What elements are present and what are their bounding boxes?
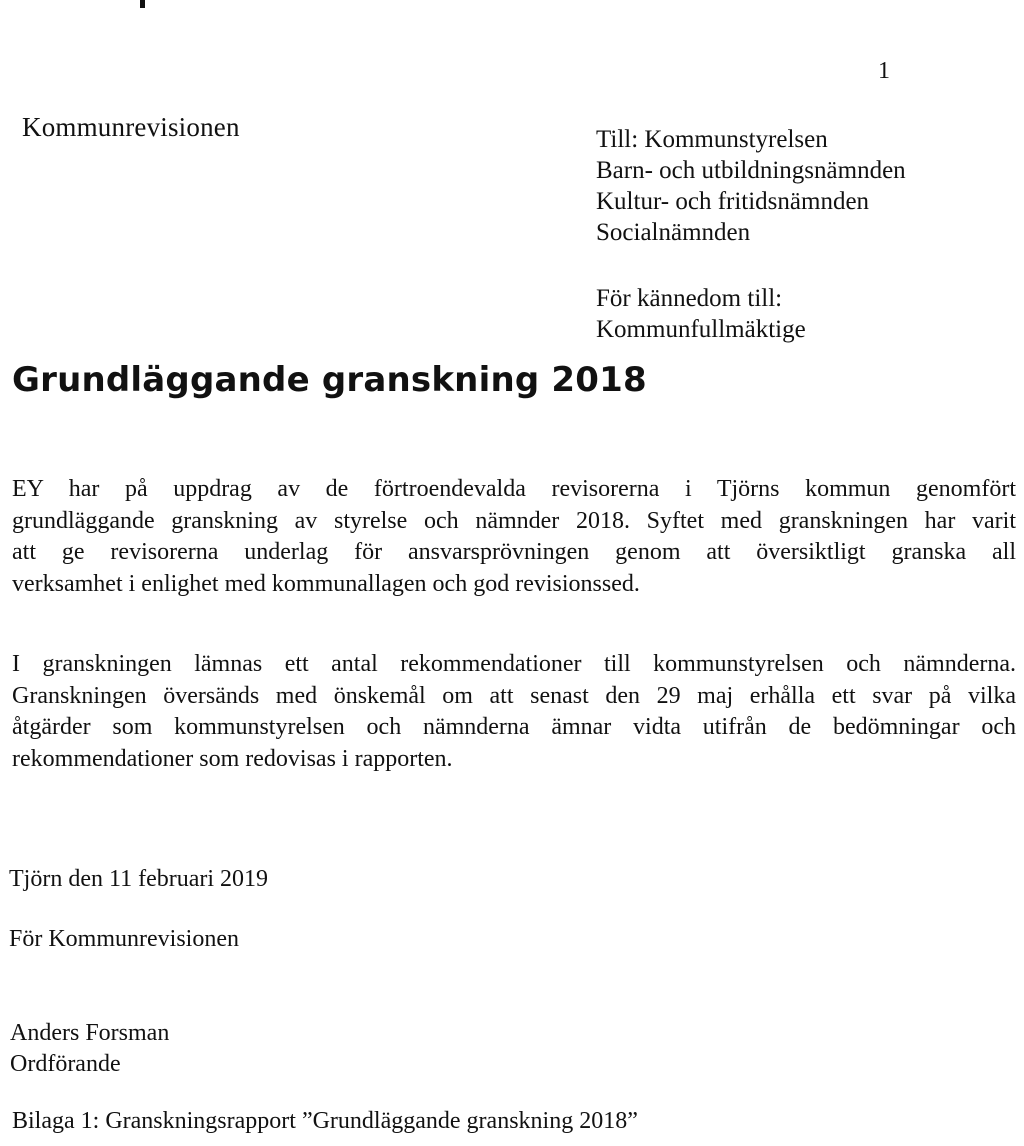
- recipient-list: [596, 124, 906, 248]
- paragraph-line: EY har på uppdrag av de förtroendevalda revisorerna i Tjörns kommun genomfört: [12, 476, 1016, 502]
- cc-recipient: Kommunfullmäktige: [596, 316, 806, 343]
- attachment-reference: Bilaga 1: Granskningsrapport ”Grundläggande granskning 2018”: [12, 1108, 638, 1134]
- paragraph-line: verksamhet i enlighet med kommunallagen och god revisionssed.: [12, 570, 640, 597]
- paragraph-line: grundläggande granskning av styrelse och nämnder 2018. Syftet med granskningen har varit: [12, 507, 1016, 534]
- body-paragraph: [12, 474, 1016, 600]
- paragraph-line: att ge revisorerna underlag för ansvarsprövningen genom att översiktligt granska all: [12, 539, 1016, 565]
- place-date: Tjörn den 11 februari 2019: [9, 866, 269, 892]
- paragraph-line: Granskningen översänds med önskemål om att senast den 29 maj erhålla ett svar på vilka: [12, 682, 1016, 709]
- cc-block: [596, 283, 806, 345]
- scan-mark: [140, 0, 145, 8]
- recipient-line: Socialnämnden: [596, 219, 751, 246]
- recipient-line: Barn- och utbildningsnämnden: [596, 157, 906, 184]
- paragraph-line: rekommendationer som redovisas i rapporten.: [12, 745, 453, 772]
- page-number: 1: [878, 58, 890, 84]
- document-title: Grundläggande granskning 2018: [12, 360, 647, 400]
- paragraph-line: I granskningen lämnas ett antal rekommendationer till kommunstyrelsen och nämnderna.: [12, 651, 1016, 677]
- recipient-line: Till: Kommunstyrelsen: [596, 126, 828, 153]
- paragraph-line: åtgärder som kommunstyrelsen och nämnderna ämnar vidta utifrån de bedömningar och: [12, 714, 1016, 740]
- signer-role: Ordförande: [10, 1051, 121, 1077]
- sender-name: Kommunrevisionen: [22, 112, 240, 142]
- recipient-line: Kultur- och fritidsnämnden: [596, 188, 870, 215]
- signature-on-behalf: För Kommunrevisionen: [9, 926, 239, 952]
- cc-label: För kännedom till:: [596, 285, 783, 312]
- signer-name: Anders Forsman: [10, 1020, 170, 1046]
- signer-block: [10, 1018, 169, 1080]
- body-paragraph: [12, 649, 1016, 775]
